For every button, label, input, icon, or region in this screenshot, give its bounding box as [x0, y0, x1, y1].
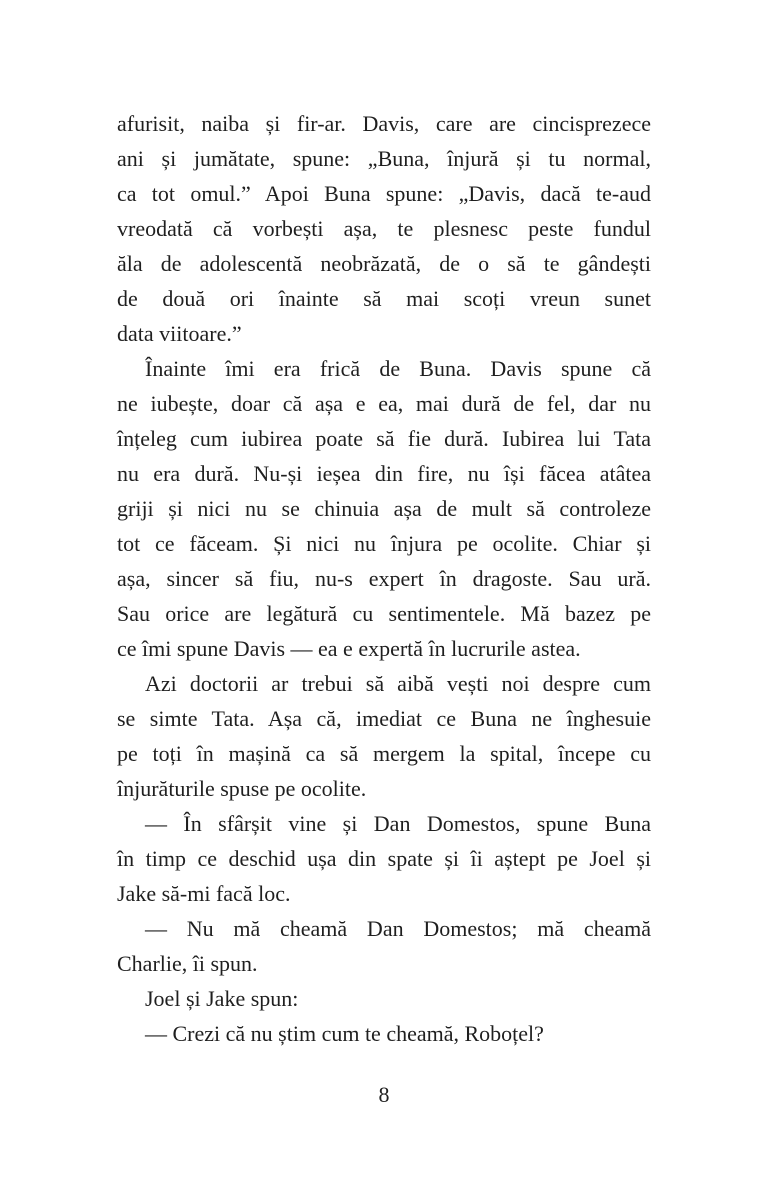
- text-line: pe toți în mașină ca să mergem la spital, începe cu: [117, 741, 651, 766]
- text-line: griji și nici nu se chinuia așa de mult să controleze: [117, 496, 651, 521]
- paragraph: [117, 106, 651, 351]
- paragraph: [117, 351, 651, 666]
- text-line: ca tot omul.” Apoi Buna spune: „Davis, dacă te-aud: [117, 181, 651, 206]
- page-footer: [0, 1084, 768, 1106]
- text-line: Charlie, îi spun.: [117, 951, 258, 976]
- text-line: Jake să-mi facă loc.: [117, 881, 291, 906]
- text-line: înțeleg cum iubirea poate să fie dură. Iubirea lui Tata: [117, 426, 651, 451]
- paragraph: [117, 981, 651, 1016]
- text-line: vreodată că vorbești așa, te plesnesc peste fundul: [117, 216, 651, 241]
- paragraph: [117, 911, 651, 981]
- text-line: nu era dură. Nu-și ieșea din fire, nu își făcea atâtea: [117, 461, 651, 486]
- text-line: în timp ce deschid ușa din spate și îi aștept pe Joel și: [117, 846, 651, 871]
- text-line: — În sfârșit vine și Dan Domestos, spune Buna: [145, 811, 651, 836]
- page-number: 8: [378, 1082, 390, 1107]
- text-line: tot ce făceam. Și nici nu înjura pe ocolite. Chiar și: [117, 531, 651, 556]
- page-text: [117, 106, 651, 1051]
- text-line: — Crezi că nu știm cum te cheamă, Roboțel?: [145, 1021, 544, 1046]
- text-line: ce îmi spune Davis — ea e expertă în lucrurile astea.: [117, 636, 581, 661]
- paragraph: [117, 1016, 651, 1051]
- text-line: data viitoare.”: [117, 321, 242, 346]
- text-line: de două ori înainte să mai scoți vreun sunet: [117, 286, 651, 311]
- paragraph: [117, 666, 651, 806]
- text-line: Înainte îmi era frică de Buna. Davis spune că: [145, 356, 651, 381]
- text-line: Joel și Jake spun:: [145, 986, 299, 1011]
- text-line: — Nu mă cheamă Dan Domestos; mă cheamă: [145, 916, 651, 941]
- text-line: așa, sincer să fiu, nu-s expert în dragoste. Sau ură.: [117, 566, 651, 591]
- text-line: ăla de adolescentă neobrăzată, de o să te gândești: [117, 251, 651, 276]
- text-line: afurisit, naiba și fir-ar. Davis, care are cincisprezece: [117, 111, 651, 136]
- paragraph: [117, 806, 651, 911]
- text-line: Azi doctorii ar trebui să aibă vești noi despre cum: [145, 671, 651, 696]
- text-line: se simte Tata. Așa că, imediat ce Buna ne înghesuie: [117, 706, 651, 731]
- text-line: Sau orice are legătură cu sentimentele. Mă bazez pe: [117, 601, 651, 626]
- text-line: ani și jumătate, spune: „Buna, înjură și tu normal,: [117, 146, 651, 171]
- text-line: înjurăturile spuse pe ocolite.: [117, 776, 367, 801]
- text-line: ne iubește, doar că așa e ea, mai dură de fel, dar nu: [117, 391, 651, 416]
